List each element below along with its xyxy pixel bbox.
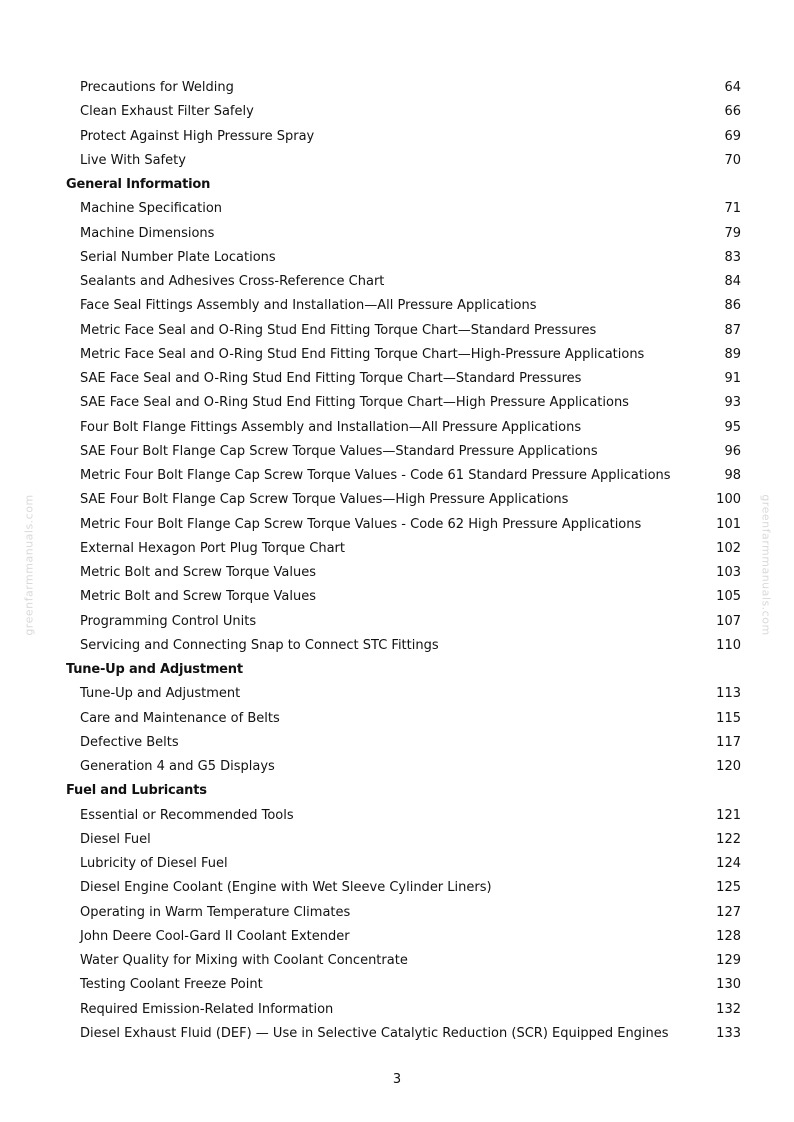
toc-entry-page: 133 xyxy=(716,1025,741,1041)
toc-entry-title[interactable]: Water Quality for Mixing with Coolant Concentrate xyxy=(80,953,408,968)
toc-entry[interactable] xyxy=(0,755,794,779)
toc-entry-title[interactable]: External Hexagon Port Plug Torque Chart xyxy=(80,540,345,556)
toc-entry-title[interactable]: Servicing and Connecting Snap to Connect STC Fittings xyxy=(80,637,439,653)
toc-entry-title[interactable]: Tune-Up and Adjustment xyxy=(80,686,241,702)
toc-section-heading xyxy=(0,173,794,197)
toc-entry[interactable] xyxy=(0,488,794,512)
toc-entry-title[interactable]: Clean Exhaust Filter Safely xyxy=(80,104,254,120)
toc-entry[interactable] xyxy=(0,998,794,1022)
toc-entry-page: 71 xyxy=(724,201,741,217)
toc-entry[interactable] xyxy=(0,100,794,124)
toc-entry-title[interactable]: Generation 4 and G5 Displays xyxy=(80,759,275,774)
toc-entry[interactable] xyxy=(0,197,794,221)
toc-entry-title[interactable]: Metric Face Seal and O-Ring Stud End Fitting Torque Chart—High-Pressure Applications xyxy=(80,346,645,362)
toc-entry-page: 100 xyxy=(716,492,741,508)
toc-entry[interactable] xyxy=(0,537,794,561)
toc-entry[interactable] xyxy=(0,610,794,634)
toc-entry-page: 128 xyxy=(716,928,741,944)
toc-entry-page: 130 xyxy=(716,977,741,993)
watermark-left: greenfarmmanuals.com xyxy=(22,494,36,636)
toc-entry[interactable] xyxy=(0,901,794,925)
toc-entry[interactable] xyxy=(0,682,794,706)
toc-entry-page: 64 xyxy=(724,80,741,95)
toc-entry-page: 79 xyxy=(724,225,741,241)
toc-entry[interactable] xyxy=(0,634,794,658)
toc-entry[interactable] xyxy=(0,876,794,900)
toc-entry-title[interactable]: Protect Against High Pressure Spray xyxy=(80,128,315,144)
toc-entry-page: 117 xyxy=(716,734,741,750)
toc-entry-title[interactable]: John Deere Cool-Gard II Coolant Extender xyxy=(80,928,350,944)
toc-entry-title[interactable]: SAE Four Bolt Flange Cap Screw Torque Values—Standard Pressure Applications xyxy=(80,443,598,459)
toc-entry-title[interactable]: Operating in Warm Temperature Climates xyxy=(80,904,351,920)
toc-entry-page: 98 xyxy=(724,468,741,483)
toc-entry-page: 110 xyxy=(716,637,741,653)
toc-entry-page: 83 xyxy=(724,249,741,265)
toc-entry-page: 87 xyxy=(724,322,741,338)
toc-entry-page: 121 xyxy=(716,807,741,823)
toc-entry-title[interactable]: Programming Control Units xyxy=(80,613,257,629)
toc-entry[interactable] xyxy=(0,343,794,367)
toc-entry-title[interactable]: Care and Maintenance of Belts xyxy=(80,710,280,726)
toc-entry-title[interactable]: Sealants and Adhesives Cross-Reference Chart xyxy=(80,274,385,289)
toc-entry[interactable] xyxy=(0,464,794,488)
toc-entry-title[interactable]: Essential or Recommended Tools xyxy=(80,807,294,823)
toc-entry-page: 102 xyxy=(716,540,741,556)
toc-entry-page: 103 xyxy=(716,565,741,580)
toc-entry[interactable] xyxy=(0,440,794,464)
toc-entry-page: 132 xyxy=(716,1001,741,1017)
toc-entry[interactable] xyxy=(0,585,794,609)
toc-entry[interactable] xyxy=(0,707,794,731)
toc-entry-title[interactable]: Machine Dimensions xyxy=(80,225,215,241)
toc-entry-title[interactable]: Metric Bolt and Screw Torque Values xyxy=(80,565,316,580)
toc-entry-title[interactable]: Lubricity of Diesel Fuel xyxy=(80,856,228,871)
toc-entry-page: 107 xyxy=(716,613,741,629)
toc-entry-page: 86 xyxy=(724,298,741,314)
toc-entry[interactable] xyxy=(0,149,794,173)
toc-entry-page: 127 xyxy=(716,904,741,920)
toc-entry[interactable] xyxy=(0,367,794,391)
toc-entry[interactable] xyxy=(0,76,794,100)
toc-entry[interactable] xyxy=(0,294,794,318)
toc-section-heading xyxy=(0,779,794,803)
toc-entry[interactable] xyxy=(0,925,794,949)
toc-entry[interactable] xyxy=(0,852,794,876)
toc-entry[interactable] xyxy=(0,561,794,585)
toc-entry[interactable] xyxy=(0,246,794,270)
toc-entry-title[interactable]: Face Seal Fittings Assembly and Installation—All Pressure Applications xyxy=(80,298,537,314)
toc-entry-page: 66 xyxy=(724,104,741,120)
toc-entry[interactable] xyxy=(0,319,794,343)
toc-entry-title[interactable]: SAE Face Seal and O-Ring Stud End Fitting Torque Chart—Standard Pressures xyxy=(80,371,582,386)
toc-entry-page: 105 xyxy=(716,589,741,605)
toc-section-title: Tune-Up and Adjustment xyxy=(66,662,243,677)
toc-entry[interactable] xyxy=(0,270,794,294)
toc-entry-title[interactable]: Defective Belts xyxy=(80,734,179,750)
toc-entry-page: 113 xyxy=(716,686,741,702)
toc-entry-title[interactable]: SAE Four Bolt Flange Cap Screw Torque Values—High Pressure Applications xyxy=(80,492,569,508)
toc-entry[interactable] xyxy=(0,949,794,973)
toc-entry-page: 84 xyxy=(724,274,741,289)
toc-entry-page: 91 xyxy=(724,371,741,386)
toc-entry[interactable] xyxy=(0,416,794,440)
page-number: 3 xyxy=(392,1072,402,1087)
toc-entry-title[interactable]: Diesel Fuel xyxy=(80,831,151,847)
toc-entry[interactable] xyxy=(0,804,794,828)
toc-entry-page: 115 xyxy=(716,710,741,726)
toc-entry-page: 69 xyxy=(724,128,741,144)
toc-entry[interactable] xyxy=(0,828,794,852)
toc-entry-title[interactable]: Metric Face Seal and O-Ring Stud End Fitting Torque Chart—Standard Pressures xyxy=(80,322,597,338)
toc-entry-page: 120 xyxy=(716,759,741,774)
watermark-right: greenfarmmanuals.com xyxy=(759,494,773,636)
toc-entry[interactable] xyxy=(0,222,794,246)
toc-entry[interactable] xyxy=(0,973,794,997)
toc-entry-title[interactable]: Machine Specification xyxy=(80,201,223,217)
table-of-contents xyxy=(0,76,794,1046)
toc-entry-page: 95 xyxy=(724,419,741,435)
toc-entry[interactable] xyxy=(0,125,794,149)
toc-entry-title[interactable]: Metric Bolt and Screw Torque Values xyxy=(80,589,316,605)
toc-entry-page: 129 xyxy=(716,953,741,968)
toc-section-title: General Information xyxy=(66,177,211,192)
toc-entry-page: 96 xyxy=(724,443,741,459)
toc-entry-page: 125 xyxy=(716,880,741,896)
toc-entry-title[interactable]: SAE Face Seal and O-Ring Stud End Fitting Torque Chart—High Pressure Applications xyxy=(80,395,629,411)
toc-entry-page: 124 xyxy=(716,856,741,871)
toc-section-heading xyxy=(0,658,794,682)
toc-entry[interactable] xyxy=(0,513,794,537)
toc-section-title: Fuel and Lubricants xyxy=(66,783,207,799)
toc-entry-title[interactable]: Diesel Exhaust Fluid (DEF) — Use in Selective Catalytic Reduction (SCR) Equipped Engines xyxy=(80,1025,669,1041)
toc-entry-title[interactable]: Testing Coolant Freeze Point xyxy=(80,977,263,993)
toc-entry-title[interactable]: Precautions for Welding xyxy=(80,80,234,95)
toc-entry-title[interactable]: Metric Four Bolt Flange Cap Screw Torque Values - Code 62 High Pressure Applications xyxy=(80,516,642,532)
toc-entry[interactable] xyxy=(0,391,794,415)
toc-entry-page: 93 xyxy=(724,395,741,411)
toc-entry[interactable] xyxy=(0,731,794,755)
toc-entry-title[interactable]: Required Emission-Related Information xyxy=(80,1001,334,1017)
toc-entry-title[interactable]: Live With Safety xyxy=(80,152,186,168)
toc-entry-title[interactable]: Serial Number Plate Locations xyxy=(80,249,276,265)
toc-entry[interactable] xyxy=(0,1022,794,1046)
toc-entry-page: 122 xyxy=(716,831,741,847)
toc-entry-title[interactable]: Diesel Engine Coolant (Engine with Wet Sleeve Cylinder Liners) xyxy=(80,880,492,896)
toc-entry-title[interactable]: Metric Four Bolt Flange Cap Screw Torque Values - Code 61 Standard Pressure Applications xyxy=(80,468,671,483)
toc-entry-page: 70 xyxy=(724,152,741,168)
toc-entry-title[interactable]: Four Bolt Flange Fittings Assembly and Installation—All Pressure Applications xyxy=(80,419,582,435)
toc-entry-page: 101 xyxy=(716,516,741,532)
toc-entry-page: 89 xyxy=(724,346,741,362)
